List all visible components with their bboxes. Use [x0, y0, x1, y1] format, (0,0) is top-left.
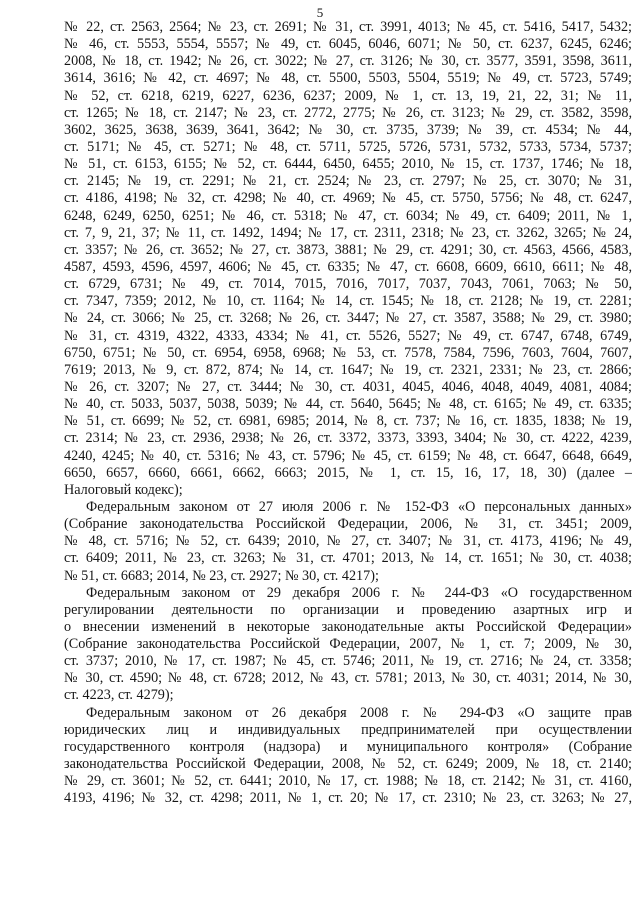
text-line: ст. 2145; № 19, ст. 2291; № 21, ст. 2524; № 23, ст. 2797; № 25, ст. 3070; № 31,	[64, 173, 632, 190]
text-line: ст. 7347, 7359; 2012, № 10, ст. 1164; № 14, ст. 1545; № 18, ст. 2128; № 19, ст. 2281;	[64, 293, 632, 310]
text-line: ст. 3357; № 26, ст. 3652; № 27, ст. 3873, 3881; № 29, ст. 4291; 30, ст. 4563, 4566, 4583,	[64, 241, 632, 258]
text-line: ст. 7, 9, 21, 37; № 11, ст. 1492, 1494; № 17, ст. 2311, 2318; № 23, ст. 3262, 3265; № 24,	[64, 224, 632, 241]
text-line: 3614, 3616; № 42, ст. 4697; № 48, ст. 5500, 5503, 5504, 5519; № 49, ст. 5723, 5749;	[64, 70, 632, 87]
text-line: ст. 4186, 4198; № 32, ст. 4298; № 40, ст. 4969; № 45, ст. 5750, 5756; № 48, ст. 6247,	[64, 190, 632, 207]
text-line: Налоговый кодекс);	[64, 481, 183, 498]
text-line: 6248, 6249, 6250, 6251; № 46, ст. 5318; № 47, ст. 6034; № 49, ст. 6409; 2011, № 1,	[64, 207, 632, 224]
text-line: № 51, ст. 6699; № 52, ст. 6981, 6985; 2014, № 8, ст. 737; № 16, ст. 1835, 1838; № 19,	[64, 413, 632, 430]
text-line: № 48, ст. 5716; № 52, ст. 6439; 2010, № 27, ст. 3407; № 31, ст. 4173, 4196; № 49,	[64, 533, 632, 550]
text-line: ст. 1265; № 18, ст. 2147; № 23, ст. 2772, 2775; № 26, ст. 3123; № 29, ст. 3582, 3598,	[64, 104, 632, 121]
text-line: ст. 4223, ст. 4279);	[64, 687, 174, 704]
document-body	[64, 19, 632, 807]
text-line: № 40, ст. 5033, 5037, 5038, 5039; № 44, ст. 5640, 5645; № 48, ст. 6165; № 49, ст. 6335;	[64, 396, 632, 413]
text-line: № 24, ст. 3066; № 25, ст. 3268; № 26, ст. 3447; № 27, ст. 3587, 3588; № 29, ст. 3980;	[64, 310, 632, 327]
text-line: 2008, № 18, ст. 1942; № 26, ст. 3022; № 27, ст. 3126; № 30, ст. 3577, 3591, 3598, 3611,	[64, 53, 632, 70]
text-line: Федеральным законом от 29 декабря 2006 г. № 244-ФЗ «О государственном	[86, 584, 632, 601]
text-line: Федеральным законом от 26 декабря 2008 г. № 294-ФЗ «О защите прав	[86, 704, 632, 721]
text-line: Федеральным законом от 27 июля 2006 г. № 152-ФЗ «О персональных данных»	[86, 498, 632, 515]
text-line: ст. 6729, 6731; № 49, ст. 7014, 7015, 7016, 7017, 7037, 7043, 7061, 7063; № 50,	[64, 276, 632, 293]
text-line: № 30, ст. 4590; № 48, ст. 6728; 2012, № 43, ст. 5781; 2013, № 30, ст. 4031; 2014, № 30,	[64, 670, 632, 687]
text-line: (Собрание законодательства Российской Федерации, 2006, № 31, ст. 3451; 2009,	[64, 516, 632, 533]
text-line: ст. 3737; 2010, № 17, ст. 1987; № 45, ст. 5746; 2011, № 19, ст. 2716; № 24, ст. 3358;	[64, 653, 632, 670]
text-line: № 31, ст. 4319, 4322, 4333, 4334; № 41, ст. 5526, 5527; № 49, ст. 6747, 6748, 6749,	[64, 327, 632, 344]
text-line: № 52, ст. 6218, 6219, 6227, 6236, 6237; 2009, № 1, ст. 13, 19, 21, 22, 31; № 11,	[64, 87, 632, 104]
page-number: 5	[316, 5, 324, 20]
text-line: 6750, 6751; № 50, ст. 6954, 6958, 6968; № 53, ст. 7578, 7584, 7596, 7603, 7604, 7607,	[64, 344, 632, 361]
paragraph	[64, 499, 632, 585]
text-line: 3602, 3625, 3638, 3639, 3641, 3642; № 30, ст. 3735, 3739; № 39, ст. 4534; № 44,	[64, 121, 632, 138]
text-line: 4193, 4196; № 32, ст. 4298; 2011, № 1, ст. 20; № 17, ст. 2310; № 23, ст. 3263; № 27,	[64, 790, 632, 807]
paragraph	[64, 705, 632, 808]
text-line: 4240, 4245; № 40, ст. 5316; № 43, ст. 5796; № 45, ст. 6159; № 48, ст. 6647, 6648, 6649,	[64, 447, 632, 464]
paragraph	[64, 19, 632, 499]
text-line: 7619; 2013, № 9, ст. 872, 874; № 14, ст. 1647; № 19, ст. 2321, 2331; № 23, ст. 2866;	[64, 361, 632, 378]
text-line: о внесении изменений в некоторые законодательные акты Российской Федерации»	[64, 618, 632, 635]
text-line: № 26, ст. 3207; № 27, ст. 3444; № 30, ст. 4031, 4045, 4046, 4048, 4049, 4081, 4084;	[64, 378, 632, 395]
paragraph	[64, 585, 632, 705]
text-line: № 22, ст. 2563, 2564; № 23, ст. 2691; № 31, ст. 3991, 4013; № 45, ст. 5416, 5417, 5432;	[64, 19, 632, 35]
text-line: 4587, 4593, 4596, 4597, 4606; № 45, ст. 6335; № 47, ст. 6608, 6609, 6610, 6611; № 48,	[64, 258, 632, 275]
text-line: № 51, ст. 6683; 2014, № 23, ст. 2927; № 30, ст. 4217);	[64, 567, 379, 584]
text-line: ст. 5171; № 45, ст. 5271; № 48, ст. 5711, 5725, 5726, 5731, 5732, 5733, 5734, 5737;	[64, 138, 632, 155]
text-line: ст. 6409; 2011, № 23, ст. 3263; № 31, ст. 4701; 2013, № 14, ст. 1651; № 30, ст. 4038;	[64, 550, 632, 567]
text-line: регулировании деятельности по организации и проведению азартных игр и	[64, 601, 632, 618]
text-line: 6650, 6657, 6660, 6661, 6662, 6663; 2015, № 1, ст. 15, 16, 17, 18, 30) (далее –	[64, 464, 632, 481]
text-line: № 29, ст. 3601; № 52, ст. 6441; 2010, № 17, ст. 1988; № 18, ст. 2142; № 31, ст. 4160,	[64, 773, 632, 790]
text-line: № 46, ст. 5553, 5554, 5557; № 49, ст. 6045, 6046, 6071; № 50, ст. 6237, 6245, 6246;	[64, 36, 632, 53]
text-line: юридических лиц и индивидуальных предпринимателей при осуществлении	[64, 721, 632, 738]
text-line: государственного контроля (надзора) и муниципального контроля» (Собрание	[64, 738, 632, 755]
text-line: законодательства Российской Федерации, 2008, № 52, ст. 6249; 2009, № 18, ст. 2140;	[64, 756, 632, 773]
text-line: (Собрание законодательства Российской Федерации, 2007, № 1, ст. 7; 2009, № 30,	[64, 636, 632, 653]
text-line: № 51, ст. 6153, 6155; № 52, ст. 6444, 6450, 6455; 2010, № 15, ст. 1737, 1746; № 18,	[64, 156, 632, 173]
text-line: ст. 2314; № 23, ст. 2936, 2938; № 26, ст. 3372, 3373, 3393, 3404; № 30, ст. 4222, 4239,	[64, 430, 632, 447]
